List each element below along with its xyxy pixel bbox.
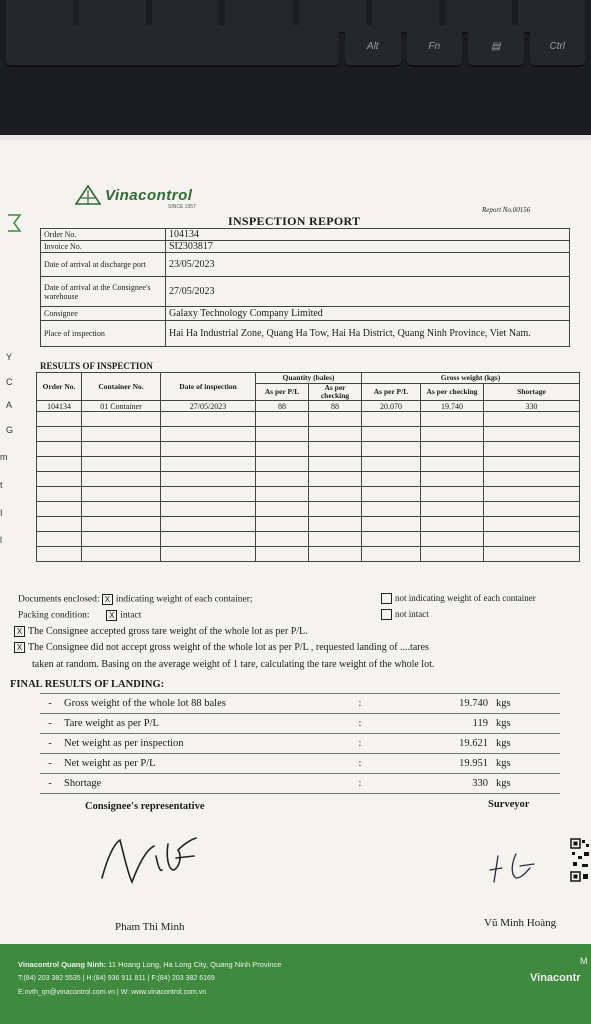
margin-mark: l bbox=[0, 535, 2, 545]
spacebar-key bbox=[6, 25, 339, 67]
final-label: Net weight as per P/L bbox=[60, 754, 346, 774]
final-unit: kgs bbox=[492, 734, 560, 754]
not-accepted-line bbox=[14, 642, 429, 653]
footer-address: 11 Hoang Long, Ha Long City, Quang Ninh Province bbox=[108, 960, 282, 969]
table-row-empty bbox=[37, 487, 580, 502]
table-row-empty bbox=[37, 547, 580, 562]
table-row-empty bbox=[37, 502, 580, 517]
table-row-empty bbox=[37, 457, 580, 472]
consignee-signature-icon bbox=[98, 826, 218, 896]
header-qty-pl: As per P/L bbox=[256, 384, 309, 401]
info-value: SI2303817 bbox=[166, 241, 570, 253]
info-value: 23/05/2023 bbox=[166, 253, 570, 277]
final-value: 19.621 bbox=[374, 734, 492, 754]
margin-mark: t bbox=[0, 480, 3, 490]
final-bullet: - bbox=[40, 734, 60, 754]
accepted-checkbox: X bbox=[14, 626, 25, 637]
table-row-empty bbox=[37, 442, 580, 457]
final-row bbox=[40, 714, 560, 734]
vinacontrol-emblem-icon bbox=[75, 185, 101, 205]
cell-qty-pl: 88 bbox=[256, 401, 309, 412]
packing-checkbox-unchecked bbox=[381, 609, 392, 620]
final-value: 19.740 bbox=[374, 694, 492, 714]
final-colon: : bbox=[346, 774, 374, 794]
menu-key: ▤ bbox=[468, 25, 524, 67]
final-results-title: FINAL RESULTS OF LANDING: bbox=[10, 679, 165, 690]
info-label: Invoice No. bbox=[41, 241, 166, 253]
header-date: Date of inspection bbox=[161, 373, 256, 401]
final-unit: kgs bbox=[492, 694, 560, 714]
header-shortage: Shortage bbox=[484, 384, 580, 401]
surveyor-name: Vũ Minh Hoàng bbox=[484, 917, 557, 929]
info-row bbox=[41, 229, 570, 241]
final-label: Net weight as per inspection bbox=[60, 734, 346, 754]
documents-line bbox=[18, 594, 253, 605]
info-row bbox=[41, 321, 570, 347]
documents-checkbox-unchecked bbox=[381, 593, 392, 604]
final-label: Shortage bbox=[60, 774, 346, 794]
final-bullet: - bbox=[40, 754, 60, 774]
info-row bbox=[41, 241, 570, 253]
documents-option-1: indicating weight of each container; bbox=[115, 594, 253, 605]
documents-label: Documents enclosed: bbox=[18, 594, 100, 605]
table-row-empty bbox=[37, 412, 580, 427]
header-qty-checking: As per checking bbox=[309, 384, 362, 401]
margin-mark: Y bbox=[6, 352, 13, 362]
not-accepted-text-1: The Consignee did not accept gross weight of the whole lot as per P/L , requested landing of ....tares bbox=[28, 642, 429, 653]
table-row-empty bbox=[37, 517, 580, 532]
cell-gw-check: 19.740 bbox=[421, 401, 484, 412]
page-title: INSPECTION REPORT bbox=[228, 214, 361, 228]
final-label: Gross weight of the whole lot 88 bales bbox=[60, 694, 346, 714]
results-table bbox=[36, 372, 580, 562]
margin-mark: C bbox=[6, 377, 13, 387]
cell-order: 104134 bbox=[37, 401, 82, 412]
brand-subtitle: SINCE 1957 bbox=[168, 204, 196, 210]
fn-key: Fn bbox=[407, 25, 463, 67]
margin-mark: m bbox=[0, 452, 8, 462]
consignee-representative-label: Consignee's representative bbox=[85, 801, 205, 812]
header-quantity: Quantity (bales) bbox=[256, 373, 362, 384]
keyboard-row-bottom bbox=[0, 25, 591, 67]
packing-not-intact: not intact bbox=[395, 609, 429, 619]
packing-label: Packing condition: bbox=[18, 610, 90, 621]
documents-option-2: not indicating weight of each container bbox=[395, 593, 536, 603]
info-row bbox=[41, 277, 570, 307]
final-bullet: - bbox=[40, 714, 60, 734]
ctrl-key: Ctrl bbox=[530, 25, 586, 67]
surveyor-signature-icon bbox=[486, 848, 546, 888]
table-row-empty bbox=[37, 427, 580, 442]
footer-phones: T:(84) 203 382 5535 | H:(84) 936 911 811 | F:(84) 203 382 6169 bbox=[18, 975, 215, 982]
results-title: RESULTS OF INSPECTION bbox=[40, 361, 153, 371]
final-row bbox=[40, 774, 560, 794]
header-container: Container No. bbox=[82, 373, 161, 401]
final-unit: kgs bbox=[492, 754, 560, 774]
accepted-text: The Consignee accepted gross tare weight of the whole lot as per P/L. bbox=[28, 626, 308, 637]
final-value: 119 bbox=[374, 714, 492, 734]
info-label: Order No. bbox=[41, 229, 166, 241]
info-label: Date of arrival at the Consignee's warehouse bbox=[41, 277, 166, 307]
packing-intact: intact bbox=[120, 610, 142, 621]
final-results-table bbox=[40, 693, 560, 794]
packing-line bbox=[18, 610, 141, 621]
inspection-info-table bbox=[40, 228, 570, 347]
final-bullet: - bbox=[40, 774, 60, 794]
footer-office: Vinacontrol Quang Ninh: bbox=[18, 960, 107, 969]
results-header-row bbox=[37, 373, 580, 384]
documents-checkbox-checked: X bbox=[102, 594, 113, 605]
margin-mark: A bbox=[6, 400, 13, 410]
final-value: 330 bbox=[374, 774, 492, 794]
info-row bbox=[41, 253, 570, 277]
final-value: 19.951 bbox=[374, 754, 492, 774]
info-value: 104134 bbox=[166, 229, 570, 241]
info-label: Place of inspection bbox=[41, 321, 166, 347]
not-accepted-checkbox: X bbox=[14, 642, 25, 653]
cell-shortage: 330 bbox=[484, 401, 580, 412]
margin-mark: G bbox=[6, 425, 14, 435]
info-value: Hai Ha Industrial Zone, Quang Ha Tow, Hai Ha District, Quang Ninh Province, Viet Nam. bbox=[166, 321, 570, 347]
header-gross-weight: Gross weight (kgs) bbox=[362, 373, 580, 384]
info-label: Date of arrival at discharge port bbox=[41, 253, 166, 277]
documents-option-2-line bbox=[381, 593, 536, 604]
report-number: Report No.00156 bbox=[482, 206, 531, 214]
info-value: Galaxy Technology Company Limited bbox=[166, 307, 570, 321]
final-colon: : bbox=[346, 734, 374, 754]
keyboard-background bbox=[0, 0, 591, 135]
footer-brand: Vinacontr bbox=[530, 972, 581, 984]
table-row-empty bbox=[37, 472, 580, 487]
header-gw-pl: As per P/L bbox=[362, 384, 421, 401]
final-row bbox=[40, 754, 560, 774]
footer-band bbox=[0, 944, 591, 1024]
final-colon: : bbox=[346, 714, 374, 734]
clip-icon bbox=[6, 213, 22, 233]
footer-brand-m: M bbox=[580, 956, 588, 966]
footer-web: E:nvth_qn@vinacontrol.com.vn | W: www.vinacontrol.com.vn bbox=[18, 989, 207, 996]
final-row bbox=[40, 734, 560, 754]
final-bullet: - bbox=[40, 694, 60, 714]
final-label: Tare weight as per P/L bbox=[60, 714, 346, 734]
surveyor-label: Surveyor bbox=[488, 799, 530, 810]
consignee-name: Pham Thi Minh bbox=[115, 921, 185, 933]
packing-option-2-line bbox=[381, 609, 429, 620]
info-label: Consignee bbox=[41, 307, 166, 321]
info-row bbox=[41, 307, 570, 321]
final-unit: kgs bbox=[492, 774, 560, 794]
brand-name: Vinacontrol bbox=[105, 186, 193, 204]
margin-mark: I bbox=[0, 508, 3, 518]
cell-gw-pl: 20.070 bbox=[362, 401, 421, 412]
cell-container: 01 Container bbox=[82, 401, 161, 412]
header-gw-checking: As per checking bbox=[421, 384, 484, 401]
info-value: 27/05/2023 bbox=[166, 277, 570, 307]
cell-date: 27/05/2023 bbox=[161, 401, 256, 412]
vinacontrol-logo bbox=[75, 185, 192, 205]
not-accepted-text-2: taken at random. Basing on the average weight of 1 tare, calculating the tare weight of the whole lot. bbox=[32, 659, 435, 670]
final-colon: : bbox=[346, 694, 374, 714]
final-row bbox=[40, 694, 560, 714]
final-unit: kgs bbox=[492, 714, 560, 734]
final-colon: : bbox=[346, 754, 374, 774]
accepted-line bbox=[14, 626, 308, 637]
table-row-empty bbox=[37, 532, 580, 547]
footer-office-line bbox=[18, 960, 281, 969]
table-row bbox=[37, 401, 580, 412]
alt-key: Alt bbox=[345, 25, 401, 67]
packing-checkbox-checked: X bbox=[106, 610, 117, 621]
cell-qty-check: 88 bbox=[309, 401, 362, 412]
qr-code-icon bbox=[570, 838, 591, 898]
header-order: Order No. bbox=[37, 373, 82, 401]
